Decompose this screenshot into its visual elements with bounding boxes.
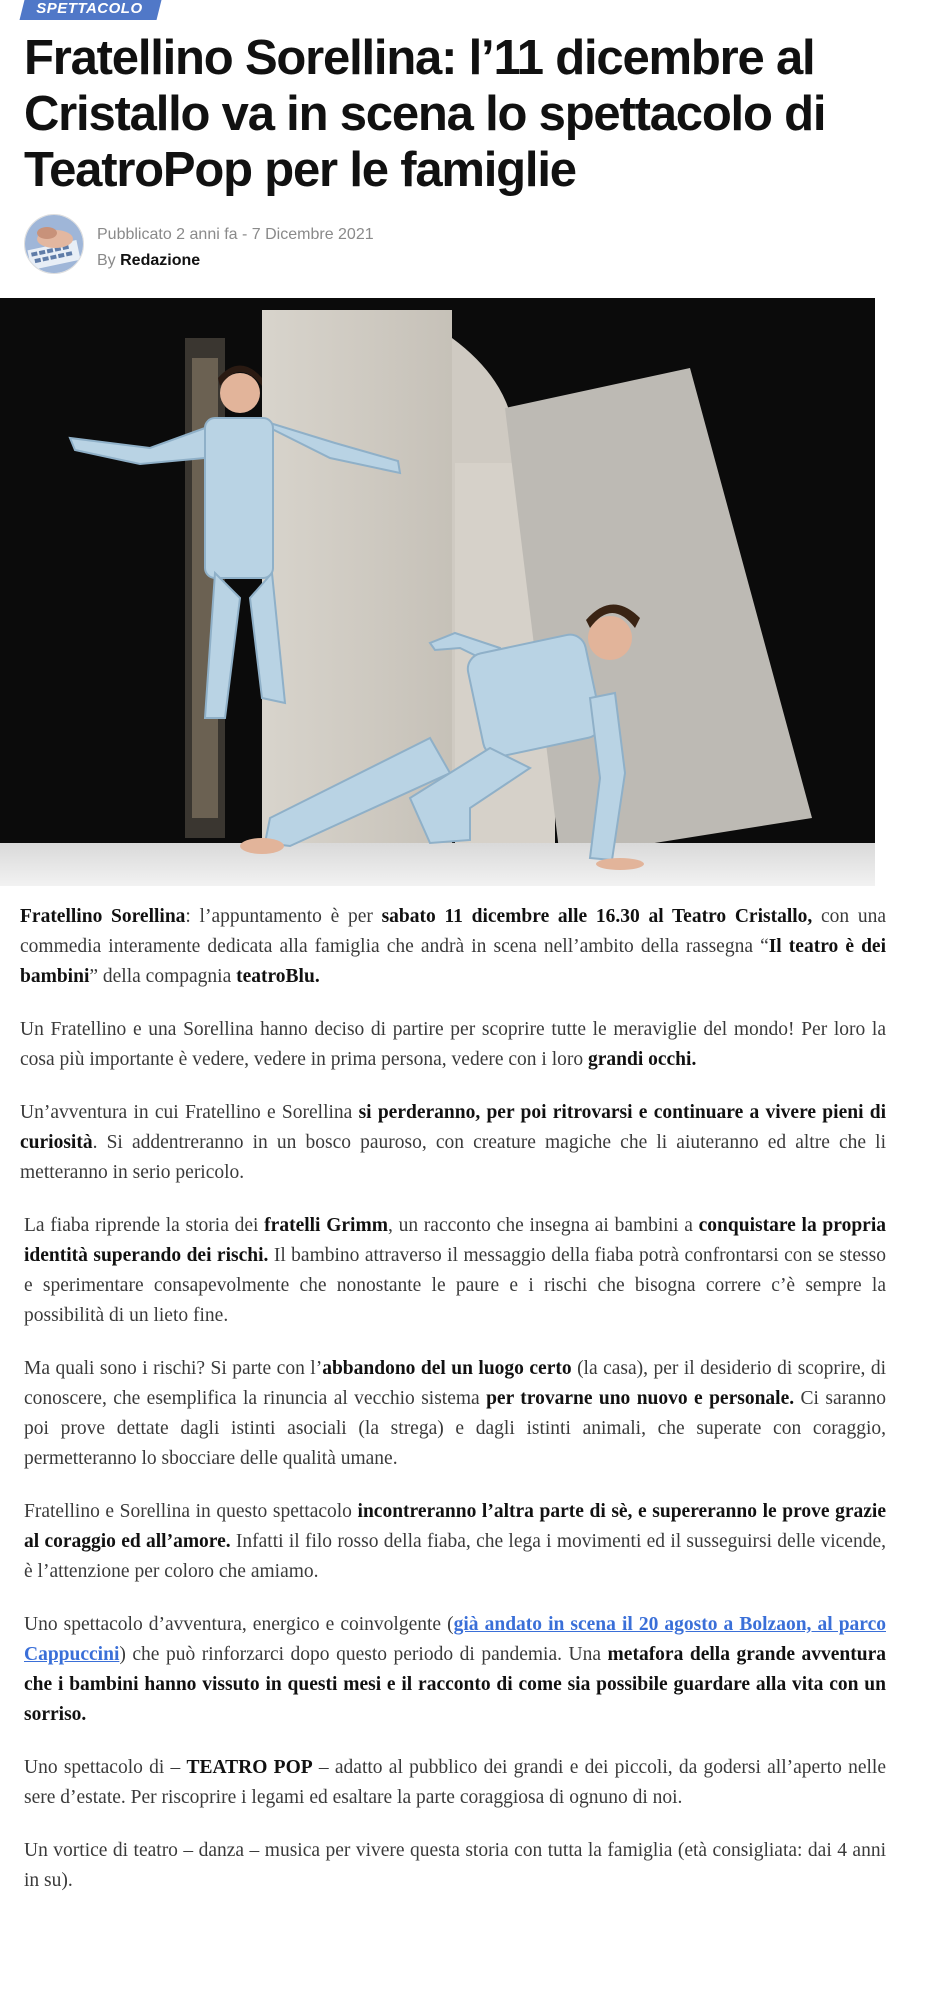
text: Uno spettacolo di – [24,1757,187,1778]
meta-separator: - [237,226,252,243]
paragraph-9 [20,1836,886,1896]
text-bold: sabato 11 dicembre alle 16.30 al Teatro Cristallo, [381,906,813,927]
text: , un racconto che insegna ai bambini a [387,1215,699,1236]
text-bold: Il teatro è dei bambini [20,936,886,987]
text: La fiaba riprende la storia dei [24,1215,265,1236]
text: – adatto al pubblico dei grandi e dei piccoli, da godersi all’aperto nelle sere d’estate. Per riscoprire i legami ed esaltare la parte coraggiosa di ognuno di noi. [24,1757,886,1808]
published-ago: 2 anni fa [176,226,238,243]
by-label: By [97,252,116,269]
hero-image [0,298,875,886]
paragraph-2 [20,1015,886,1075]
category-badge[interactable] [20,0,162,20]
text-bold: Fratellino Sorellina [20,906,186,927]
paragraph-8 [20,1753,886,1813]
author-link[interactable]: Redazione [120,252,201,269]
text: Infatti il filo rosso della fiaba, che lega i movimenti ed il susseguirsi delle vicende, è l’attenzione per coloro che amiamo. [24,1531,886,1582]
paragraph-6 [20,1497,886,1587]
text: Un Fratellino e una Sorellina hanno deciso di partire per scoprire tutte le meraviglie del mondo! Per loro la cosa più importante è vedere, vedere in prima persona, vedere con i loro [20,1019,886,1070]
article-meta [97,222,374,274]
paragraph-3 [20,1098,886,1188]
text: Ci saranno poi prove dettate dagli istinti asociali (la strega) e dagli istinti animali, che superate con coraggio, permetteranno lo sbocciare delle qualità umane. [24,1388,886,1469]
text: (la casa), per il desiderio di scoprire, di conoscere, che esemplifica la rinuncia al vecchio sistema [24,1358,886,1409]
text: ) che può rinforzarci dopo questo periodo di pandemia. Una [119,1644,608,1665]
published-label: Pubblicato [97,226,172,243]
text: . Si addentreranno in un bosco pauroso, con creature magiche che li aiuteranno ed altre che li metteranno in serio pericolo. [20,1132,886,1183]
published-date: 7 Dicembre 2021 [251,226,374,243]
text: : l’appuntamento è per [185,906,382,927]
text: Uno spettacolo d’avventura, energico e coinvolgente ( [24,1614,454,1635]
text-bold: abbandono del un luogo certo [322,1358,572,1379]
text: Il bambino attraverso il messaggio della fiaba potrà confrontarsi con se stesso e sperimentare consapevolmente che nonostante le paure e i rischi che bisogna correre c’è sempre la possibilità di un lieto fine. [24,1245,886,1326]
text: Ma quali sono i rischi? Si parte con l’ [24,1358,323,1379]
text: Fratellino e Sorellina in questo spettacolo [24,1501,358,1522]
text: con una commedia interamente dedicata alla famiglia che andrà in scena nell’ambito della rassegna “ [20,906,886,957]
text: Un vortice di teatro – danza – musica per vivere questa storia con tutta la famiglia (età consigliata: dai 4 anni in su). [24,1840,886,1891]
paragraph-5 [20,1354,886,1474]
text-bold: conquistare la propria identità superando dei rischi. [24,1215,887,1266]
text-bold: grandi occhi. [587,1049,697,1070]
event-link[interactable]: già andato in scena il 20 agosto a Bolzaon, al parco Cappuccini [24,1614,886,1665]
avatar-image-icon [25,215,83,273]
text-bold: metafora della grande avventura che i bambini hanno vissuto in questi mesi e il racconto di come sia possibile guardare alla vita con un sorriso. [24,1644,887,1725]
text: Un’avventura in cui Fratellino e Sorellina [20,1102,359,1123]
publish-line [97,222,374,248]
text-bold: teatroBlu. [236,966,320,987]
text: ” della compagnia [89,966,237,987]
paragraph-4 [20,1211,886,1331]
category-label: SPETTACOLO [36,0,143,17]
text-bold: si perderanno, per poi ritrovarsi e continuare a vivere pieni di curiosità [20,1102,886,1153]
text-bold: fratelli Grimm [264,1215,388,1236]
text-bold: per trovarne uno nuovo e personale. [486,1388,795,1409]
byline [97,248,374,274]
stage-photo-icon [0,298,875,886]
article-title: Fratellino Sorellina: l’11 dicembre al Cristallo va in scena lo spettacolo di TeatroPop per le famiglie [24,31,826,197]
paragraph-1 [20,902,886,992]
text-bold: TEATRO POP [186,1757,313,1778]
paragraph-7 [20,1610,886,1730]
text-bold: incontreranno l’altra parte di sè, e supereranno le prove grazie al coraggio ed all’amore. [24,1501,887,1552]
author-avatar[interactable] [24,214,84,274]
article-body [20,902,886,1919]
